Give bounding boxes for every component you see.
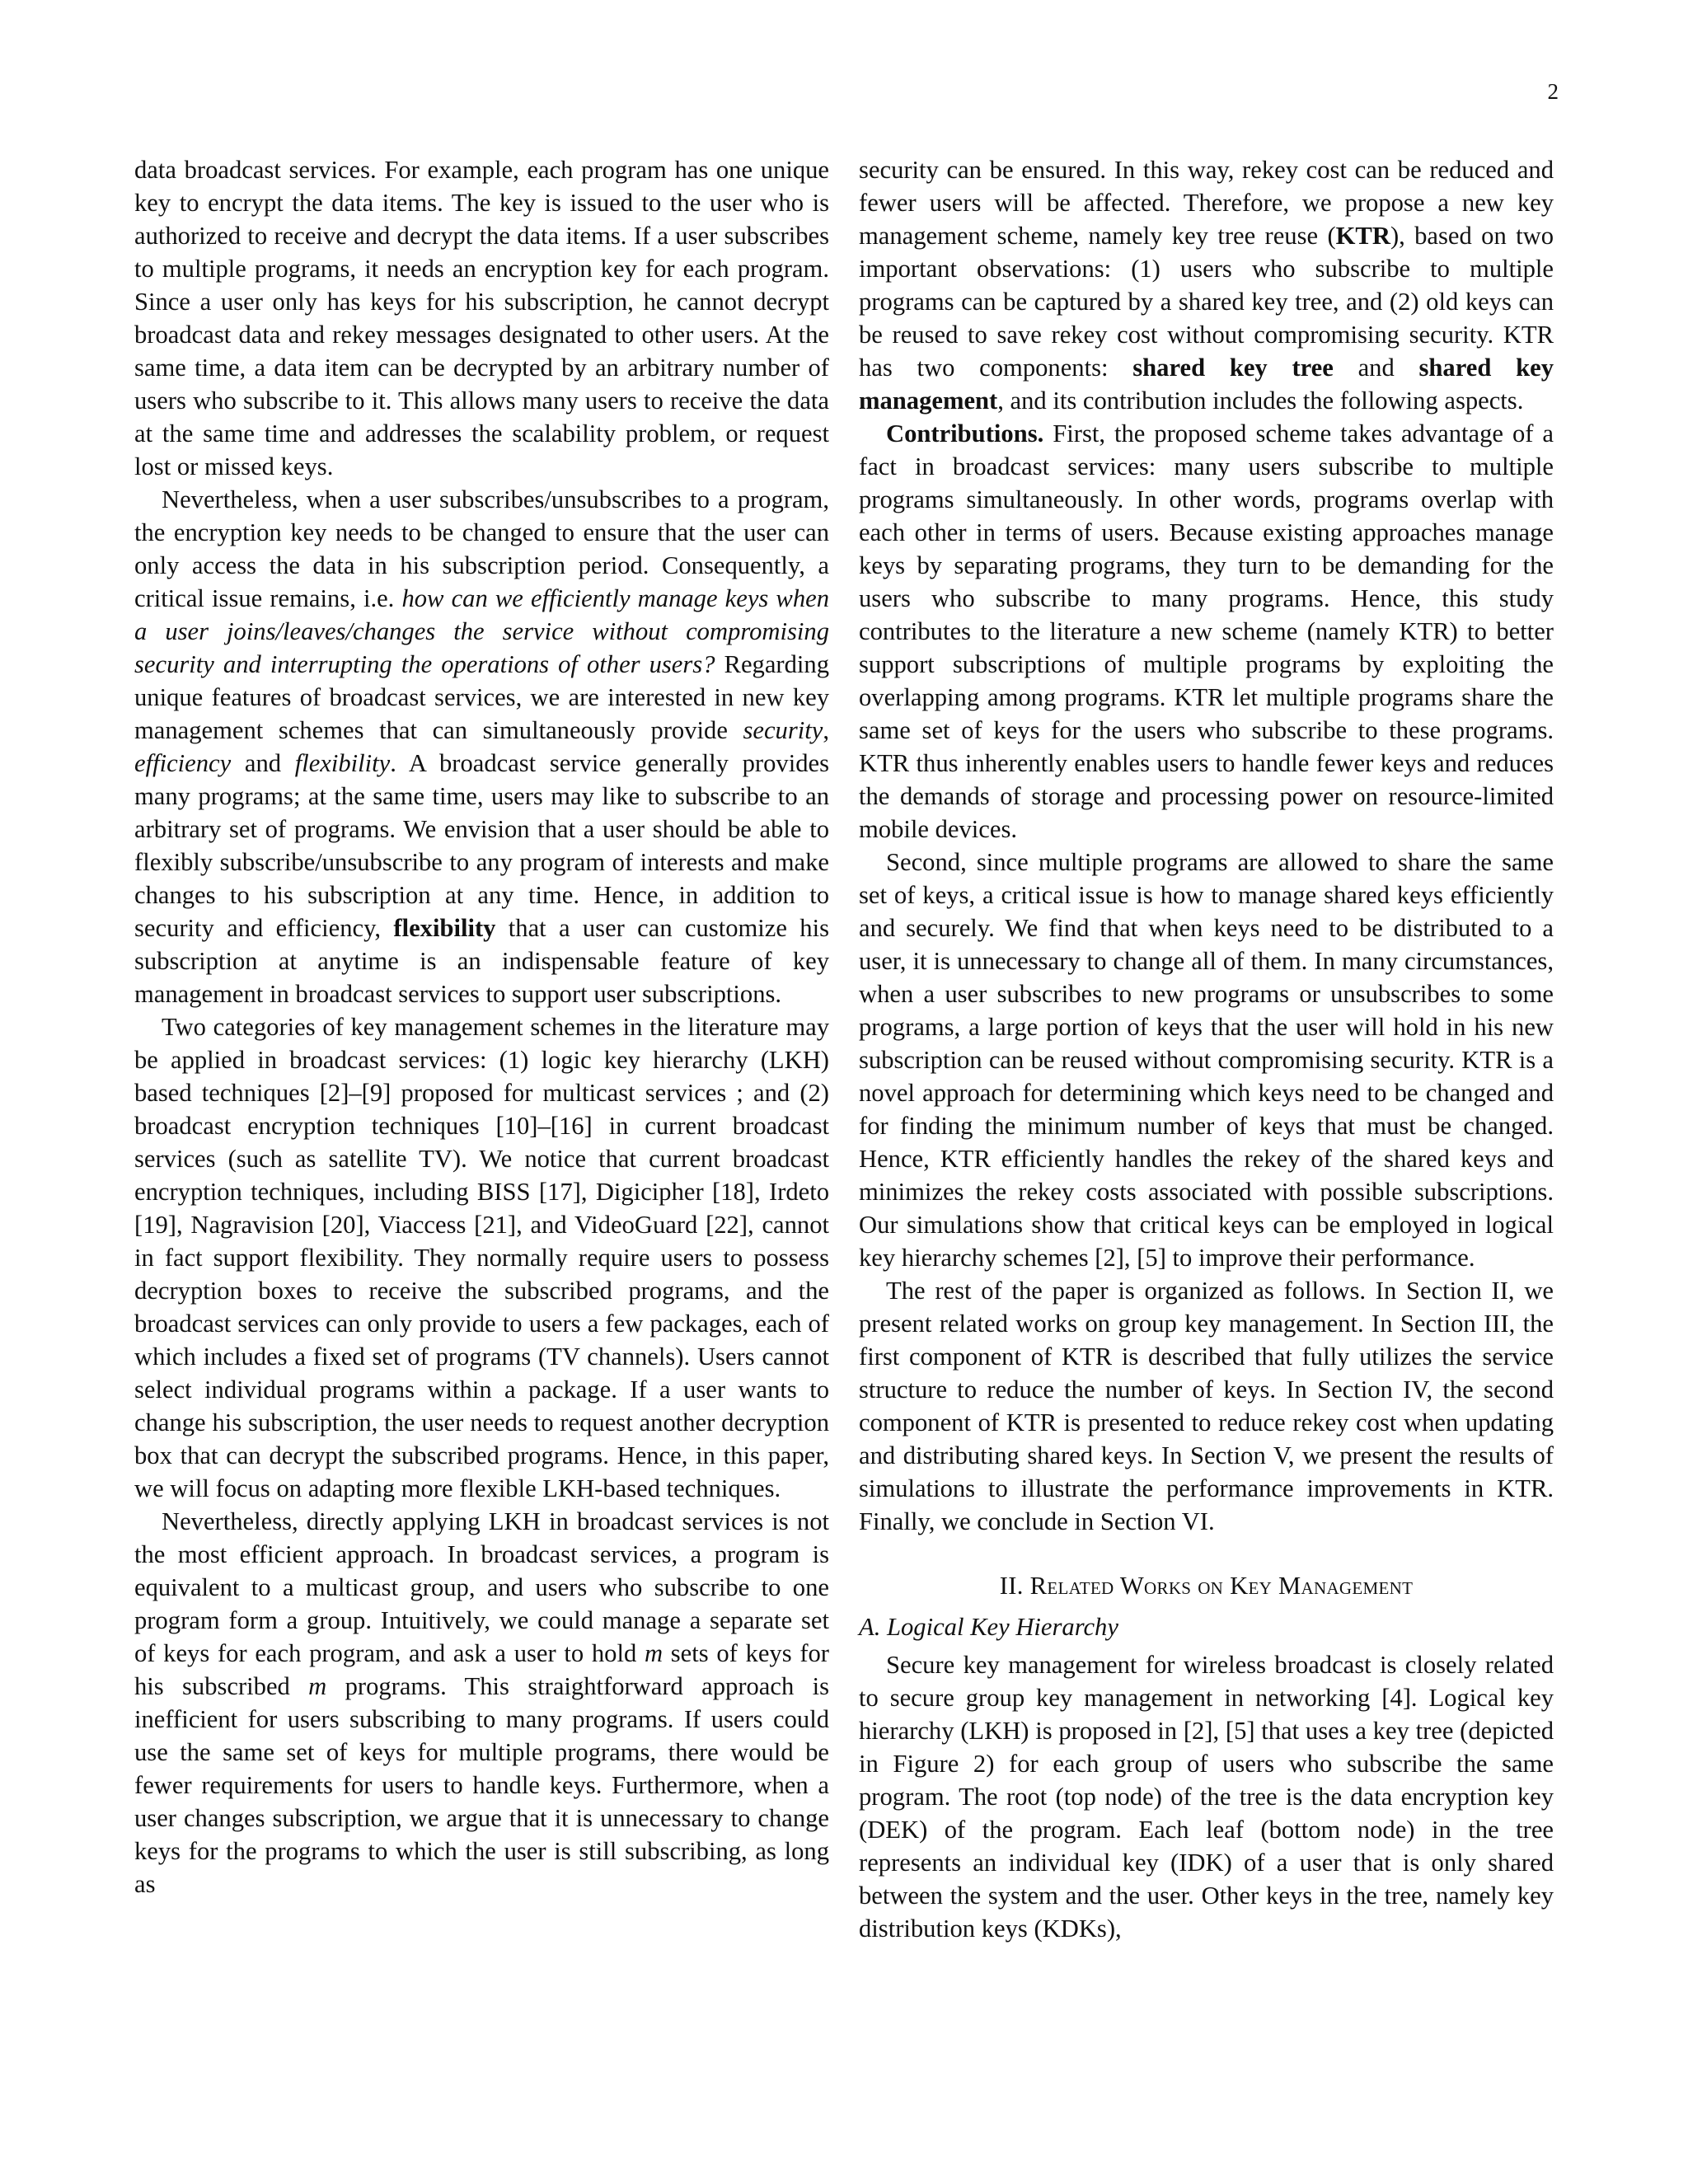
text-run: . A broadcast service generally provides many programs; at the same time, users may like to subscribe to an arbitrary set of programs. We envision that a user should be able to flexibly subscribe/unsubscribe to any program of interests and make changes to his subscription at any time. Hence, in addition to security and efficiency, [134, 749, 829, 942]
emphasis-efficiency: efficiency [134, 749, 232, 777]
emphasis-question: how can we efficiently manage keys when a user joins/leaves/changes the service without compromising security and interrupting the operations of other users? [134, 584, 829, 678]
paragraph: Two categories of key management schemes in the literature may be applied in broadcast services: (1) logic key hierarchy (LKH) based techniques [2]–[9] proposed for multicast services ; and (2) broadcast encryption techniques [10]–[16] in current broadcast services (such as satellite TV). We notice that current broadcast encryption techniques, including BISS [17], Digicipher [18], Irdeto [19], Nagravision [20], Viaccess [21], and VideoGuard [22], cannot in fact support flexibility. They normally require users to possess decryption boxes to receive the subscribed programs, and the broadcast services can only provide to users a few packages, each of which includes a fixed set of programs (TV channels). Users cannot select individual programs within a package. If a user wants to change his subscription, the user needs to request another decryption box that can decrypt the subscribed programs. Hence, in this paper, we will focus on adapting more flexible LKH-based techniques. [134, 1013, 829, 1502]
text-run: and [1333, 354, 1419, 382]
text-run: sets of keys for his subscribed [134, 1639, 829, 1700]
math-variable: m [308, 1672, 327, 1700]
subsection-heading: A. Logical Key Hierarchy [859, 1613, 1118, 1641]
text-run: , [823, 716, 829, 744]
section-heading: II. Related Works on Key Management [999, 1572, 1414, 1600]
text-run: and [231, 749, 295, 777]
paragraph: The rest of the paper is organized as follows. In Section II, we present related works on group key management. In Section III, the first component of KTR is described that fully utilizes the service structure to reduce the number of keys. In Section IV, the second component of KTR is presented to reduce rekey cost when updating and distributing shared keys. In Section V, we present the results of simulations to illustrate the performance improvements in KTR. Finally, we conclude in Section VI. [859, 1277, 1554, 1535]
paragraph [134, 483, 829, 1010]
text-run: Nevertheless, when a user subscribes/unsubscribes to a program, the encryption key needs to be changed to ensure that the user can only access the data in his subscription period. Consequently, a critical issue remains, i.e. [134, 485, 829, 612]
paragraph: Second, since multiple programs are allowed to share the same set of keys, a critical issue is how to manage shared keys efficiently and securely. We find that when keys need to be distributed to a user, it is unnecessary to change all of them. In many circumstances, when a user subscribes to new programs or unsubscribes to some programs, a large portion of keys that the user will hold in his new subscription can be reused without compromising security. KTR is a novel approach for determining which keys need to be changed and for finding the minimum number of keys that must be changed. Hence, KTR efficiently handles the rekey of the shared keys and minimizes the rekey costs associated with possible subscriptions. Our simulations show that critical keys can be employed in logical key hierarchy schemes [2], [5] to improve their performance. [859, 848, 1554, 1272]
text-run: Regarding unique features of broadcast services, we are interested in new key management schemes that can simultaneously provide [134, 650, 829, 744]
text-run: that a user can customize his subscription at anytime is an indispensable feature of key management in broadcast services to support user subscriptions. [134, 914, 829, 1008]
bold-ktr: KTR [1335, 222, 1390, 250]
page-number: 2 [1547, 79, 1559, 104]
left-column [134, 153, 829, 1900]
paragraph: Secure key management for wireless broadcast is closely related to secure group key management in networking [4]. Logical key hierarchy (LKH) is proposed in [2], [5] that uses a key tree (depicted in Figure 2) for each group of users who subscribe the same program. The root (top node) of the tree is the data encryption key (DEK) of the program. Each leaf (bottom node) in the tree represents an individual key (IDK) of a user that is only shared between the system and the user. Other keys in the tree, namely key distribution keys (KDKs), [859, 1651, 1554, 1943]
text-run: , and its contribution includes the following aspects. [997, 387, 1524, 415]
bold-shared-key-tree: shared key tree [1132, 354, 1334, 382]
emphasis-flexibility: flexibility [294, 749, 391, 777]
text-run: security can be ensured. In this way, rekey cost can be reduced and fewer users will be affected. Therefore, we propose a new key management scheme, namely key tree reuse ( [859, 156, 1554, 250]
text-run: First, the proposed scheme takes advantage of a fact in broadcast services: many users subscribe to multiple programs simultaneously. In other words, programs overlap with each other in terms of users. Because existing approaches manage keys by separating programs, they turn to be demanding for the users who subscribe to many programs. Hence, this study contributes to the literature a new scheme (namely KTR) to better support subscriptions of multiple programs by exploiting the overlapping among programs. KTR let multiple programs share the same set of keys for the users who subscribe to these programs. KTR thus inherently enables users to handle fewer keys and reduces the demands of storage and processing power on resource-limited mobile devices. [859, 419, 1554, 843]
bold-flexibility: flexibility [393, 914, 496, 942]
paragraph [859, 153, 1554, 417]
paragraph [134, 1505, 829, 1900]
bold-shared-key-management: shared key management [859, 354, 1554, 415]
right-column [859, 153, 1554, 1945]
paragraph: data broadcast services. For example, each program has one unique key to encrypt the data items. The key is issued to the user who is authorized to receive and decrypt the data items. If a user subscribes to multiple programs, it needs an encryption key for each program. Since a user only has keys for his subscription, he cannot decrypt broadcast data and rekey messages designated to other users. At the same time, a data item can be decrypted by an arbitrary number of users who subscribe to it. This allows many users to receive the data at the same time and addresses the scalability problem, or request lost or missed keys. [134, 156, 829, 480]
text-run: ), based on two important observations: (1) users who subscribe to multiple programs can be captured by a shared key tree, and (2) old keys can be reused to save rekey cost without compromising security. KTR has two components: [859, 222, 1554, 382]
paragraph [859, 417, 1554, 846]
text-run: programs. This straightforward approach is inefficient for users subscribing to many programs. If users could use the same set of keys for multiple programs, there would be fewer requirements for users to handle keys. Furthermore, when a user changes subscription, we argue that it is unnecessary to change keys for the programs to which the user is still subscribing, as long as [134, 1672, 829, 1898]
emphasis-security: security [743, 716, 823, 744]
math-variable: m [644, 1639, 663, 1667]
contributions-label: Contributions. [886, 419, 1044, 448]
text-run: Nevertheless, directly applying LKH in broadcast services is not the most efficient approach. In broadcast services, a program is equivalent to a multicast group, and users who subscribe to one program form a group. Intuitively, we could manage a separate set of keys for each program, and ask a user to hold [134, 1507, 829, 1667]
